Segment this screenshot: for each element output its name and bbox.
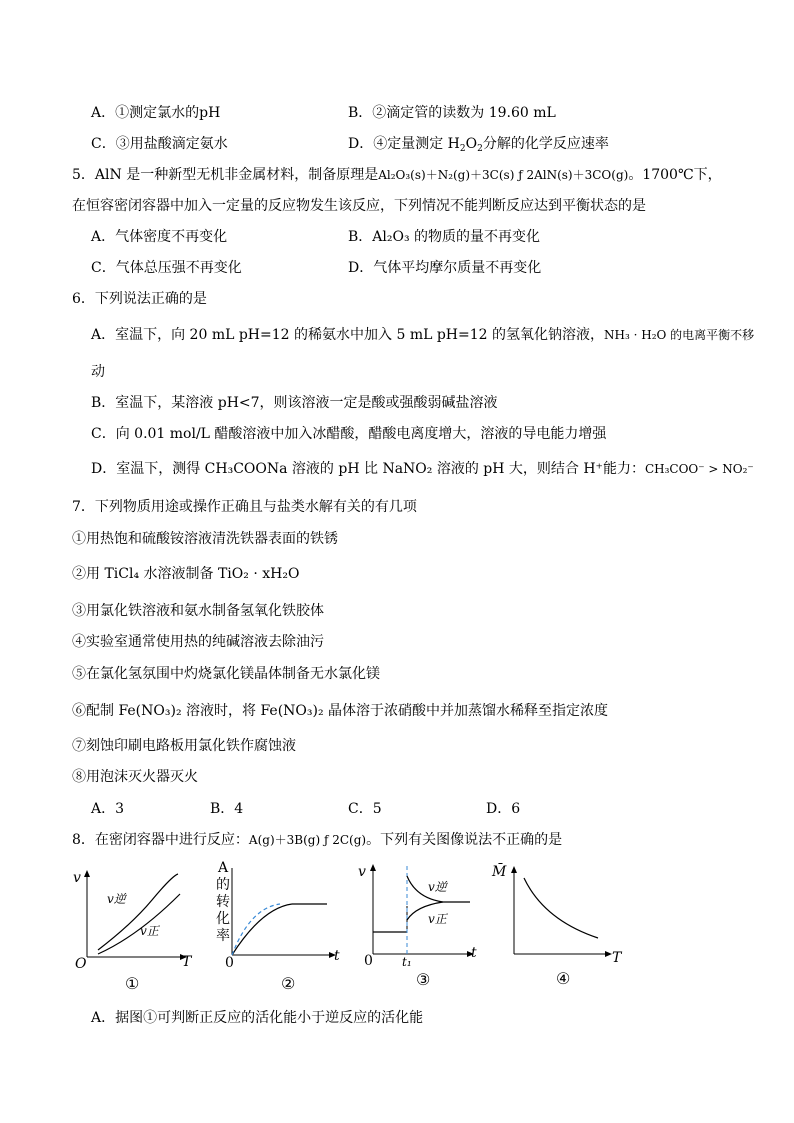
graph-2-curve-solid	[232, 904, 292, 955]
q5-option-a: A．气体密度不再变化	[91, 229, 228, 245]
q6-stem: 6．下列说法正确的是	[72, 291, 207, 307]
graph-2	[212, 862, 352, 992]
graph-3-label-forward: v正	[428, 912, 447, 926]
graph-1-xlabel: T	[182, 954, 192, 970]
graph-3	[358, 862, 488, 992]
q4-option-d: D．④定量测定 $H_2O_2$分解的化学反应速率	[348, 136, 609, 154]
graph-4-xlabel: T	[612, 950, 622, 966]
graph-1-label-reverse: v逆	[107, 892, 126, 906]
graph-2-origin: 0	[225, 955, 234, 971]
graph-1-ylabel: v	[73, 870, 81, 886]
graph-3-xlabel: t	[471, 945, 477, 961]
q5-option-b: B．Al₂O₃ 的物质的量不再变化	[348, 229, 541, 245]
q5-equation: Al₂O₃(s)＋N₂(g)＋3C(s) ƒ 2AlN(s)＋3CO(g)	[378, 168, 629, 182]
graph-3-origin: 0	[364, 953, 373, 969]
graph-2-xlabel: t	[334, 948, 340, 964]
graph-1-origin: O	[75, 956, 87, 972]
q8-stem-suffix: 。下列有关图像说法不正确的是	[366, 832, 563, 848]
graph-1-y-arrow	[84, 870, 90, 877]
graph-4-caption: ④	[556, 969, 571, 988]
graph-2-ylabel-char: 化	[216, 911, 230, 927]
q6-option-a	[91, 325, 754, 345]
q7-option-a: A．3	[91, 801, 125, 817]
graph-3-t1-label: t₁	[402, 955, 412, 969]
graph-2-ylabel-char: 转	[216, 894, 230, 910]
q4-subscript: 2	[459, 144, 466, 154]
q6-option-a-formula: NH₃ · H₂O 的电离平衡不移	[604, 328, 755, 342]
q6-option-d-relation: CH₃COO⁻ > NO₂⁻	[644, 462, 754, 476]
q6-option-c: C．向 0.01 mol/L 醋酸溶液中加入冰醋酸，醋酸电离度增大，溶液的导电能力增强	[91, 426, 607, 442]
q4-option-c: C．③用盐酸滴定氨水	[91, 136, 228, 152]
q5-stem-suffix: 。1700℃下，	[628, 167, 722, 183]
q8-stem-prefix: 8．在密闭容器中进行反应：	[72, 832, 249, 848]
q6-option-b: B．室温下，某溶液 pH<7，则该溶液一定是酸或强酸弱碱盐溶液	[91, 395, 498, 411]
q8-stem	[72, 830, 562, 850]
q7-stem: 7．下列物质用途或操作正确且与盐类水解有关的有几项	[72, 499, 417, 515]
graph-4-curve	[524, 878, 598, 938]
q4-option-d-suffix: 分解的化学反应速率	[482, 136, 609, 152]
graph-1-curve-reverse	[98, 874, 178, 950]
q7-item: ④实验室通常使用热的纯碱溶液去除油污	[72, 634, 324, 650]
graph-2-ylabel-char: 率	[216, 928, 230, 944]
q6-option-d	[91, 459, 754, 479]
graph-1-caption: ①	[125, 974, 140, 993]
graph-1-label-forward: v正	[140, 924, 159, 938]
q7-item: ③用氯化铁溶液和氨水制备氢氧化铁胶体	[72, 603, 324, 619]
q8-equation: A(g)＋3B(g) ƒ 2C(g)	[248, 833, 367, 847]
q4-subscript: 2	[477, 144, 483, 154]
graph-4-x-arrow	[605, 951, 612, 957]
q4-option-d-prefix: D．④定量测定 H	[348, 136, 460, 152]
q7-item: ②用 TiCl₄ 水溶液制备 TiO₂ · xH₂O	[72, 566, 300, 582]
q7-option-d: D．6	[486, 801, 521, 817]
q7-item: ⑥配制 Fe(NO₃)₂ 溶液时，将 Fe(NO₃)₂ 晶体溶于浓硝酸中并加蒸馏水稀释至指定浓度	[72, 703, 609, 719]
graph-3-ylabel: v	[358, 864, 366, 880]
graph-3-y-arrow	[370, 864, 376, 871]
q6-option-a-text: A．室温下，向 20 mL pH=12 的稀氨水中加入 5 mL pH=12 的氢氧化钠溶液，	[91, 327, 605, 343]
q5-option-d: D．气体平均摩尔质量不再变化	[348, 260, 542, 276]
graph-4	[492, 862, 632, 992]
graph-2-svg	[212, 862, 352, 992]
q4-option-a: A．①测定氯水的pH	[91, 105, 221, 121]
graph-2-ylabel-char: A	[217, 860, 229, 876]
q7-item: ⑧用泡沫灭火器灭火	[72, 769, 198, 785]
q5-stem-line2: 在恒容密闭容器中加入一定量的反应物发生该反应，下列情况不能判断反应达到平衡状态的是	[72, 198, 646, 214]
q5-stem-line1	[72, 165, 722, 185]
q7-option-b: B．4	[210, 801, 244, 817]
graph-2-ylabel	[216, 860, 230, 945]
q7-option-c: C．5	[348, 801, 382, 817]
q6-option-d-text: D．室温下，测得 CH₃COONa 溶液的 pH 比 NaNO₂ 溶液的 pH 大，则结合 H⁺能力：	[91, 461, 645, 477]
graph-1	[70, 862, 200, 992]
q5-option-c: C．气体总压强不再变化	[91, 260, 242, 276]
graph-3-caption: ③	[416, 970, 431, 989]
graph-4-y-arrow	[511, 866, 517, 873]
graph-1-svg	[70, 862, 200, 992]
q8-option-a: A．据图①可判断正反应的活化能小于逆反应的活化能	[91, 1010, 424, 1026]
graph-4-ylabel: M̄	[492, 864, 507, 880]
q7-item: ①用热饱和硫酸铵溶液清洗铁器表面的铁锈	[72, 531, 338, 547]
q7-item: ⑦刻蚀印刷电路板用氯化铁作腐蚀液	[72, 738, 296, 754]
q4-option-b: B．②滴定管的读数为 19.60 mL	[348, 105, 556, 121]
q7-item: ⑤在氯化氢氛围中灼烧氯化镁晶体制备无水氯化镁	[72, 666, 380, 682]
q6-option-a-cont: 动	[91, 364, 105, 380]
graph-2-ylabel-char: 的	[216, 877, 230, 893]
graph-2-caption: ②	[281, 974, 296, 993]
q5-stem-prefix: 5．AlN 是一种新型无机非金属材料，制备原理是	[72, 167, 379, 183]
graph-3-label-reverse: v逆	[428, 880, 447, 894]
